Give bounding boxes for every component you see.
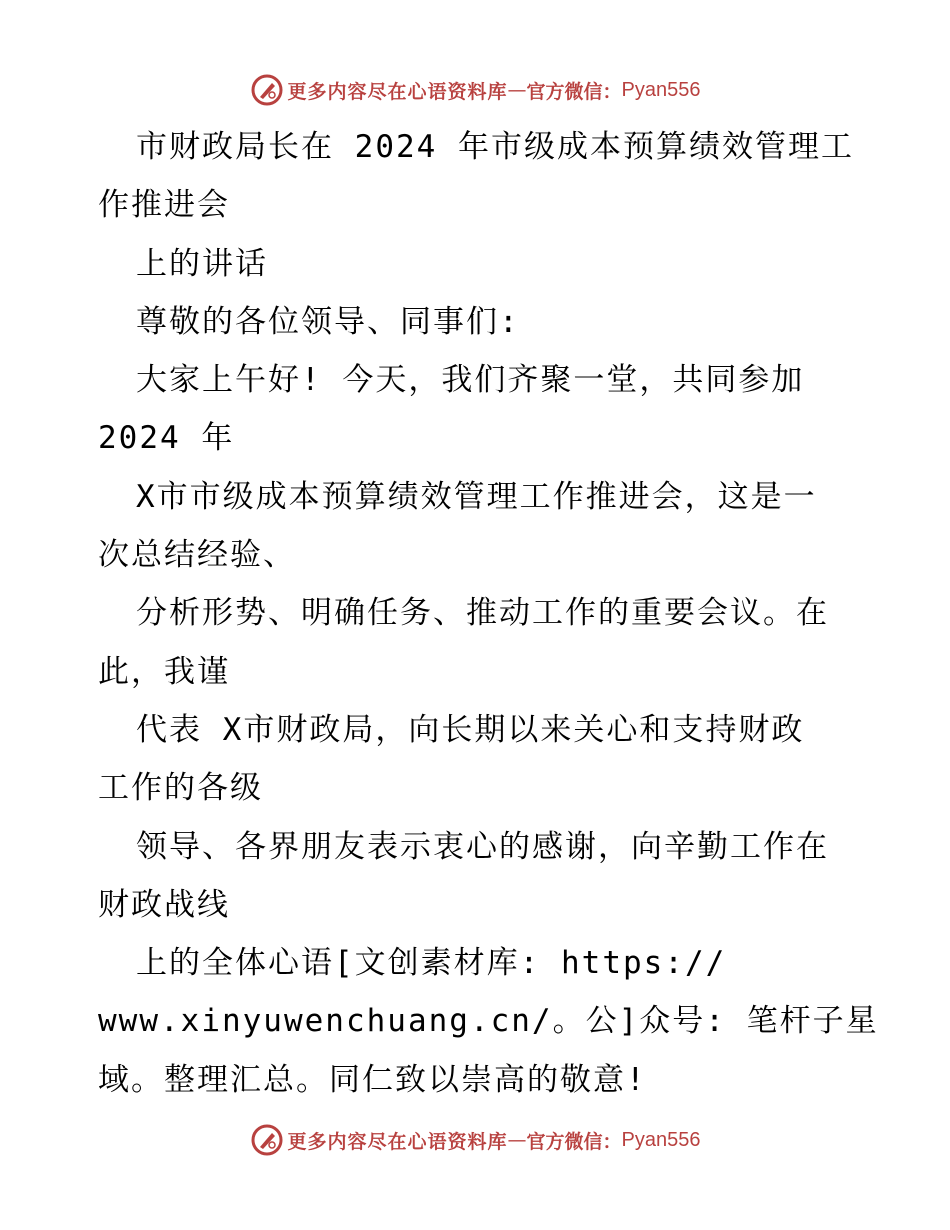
text-line: 次总结经验、: [98, 537, 296, 574]
banner-text: 更多内容尽在心语资料库: [287, 80, 508, 103]
banner-wechat-label: 官方微信：: [526, 80, 622, 103]
text-line: 作推进会: [98, 187, 230, 224]
footer-banner: [0, 1120, 950, 1160]
banner-wechat-id: Pyan556: [621, 78, 701, 101]
text-line: 尊敬的各位领导、同事们:: [136, 303, 520, 340]
text-line: 2024 年: [98, 420, 235, 457]
banner-separator: —: [507, 1129, 527, 1151]
text-line: 此，我谨: [98, 653, 230, 690]
banner-wechat-label: 官方微信：: [526, 1130, 622, 1153]
banner-separator: —: [507, 79, 527, 101]
text-line: 市财政局长在 2024 年市级成本预算绩效管理工: [136, 129, 854, 165]
pen-logo-icon: [250, 73, 284, 107]
text-line: 域。整理汇总。同仁致以崇高的敬意!: [98, 1061, 647, 1098]
text-line: 工作的各级: [98, 770, 263, 807]
text-line: 分析形势、明确任务、推动工作的重要会议。在: [136, 595, 829, 632]
text-line: 大家上午好! 今天，我们齐聚一堂，共同参加: [136, 362, 805, 399]
banner-text: 更多内容尽在心语资料库: [287, 1130, 508, 1153]
pen-logo-icon: [250, 1123, 284, 1157]
header-banner: [0, 70, 950, 110]
document-body: [98, 118, 879, 1109]
text-line: 上的讲话: [136, 245, 268, 282]
text-line: 代表 X市财政局，向长期以来关心和支持财政: [136, 711, 805, 748]
text-line: www.xinyuwenchuang.cn/。公]众号: 笔杆子星: [98, 1003, 879, 1040]
text-line: 领导、各界朋友表示衷心的感谢，向辛勤工作在: [136, 828, 829, 865]
text-line: 财政战线: [98, 886, 230, 923]
text-line: X市市级成本预算绩效管理工作推进会，这是一: [136, 478, 817, 515]
text-line: 上的全体心语[文创素材库: https://: [136, 945, 727, 982]
banner-wechat-id: Pyan556: [621, 1128, 701, 1151]
